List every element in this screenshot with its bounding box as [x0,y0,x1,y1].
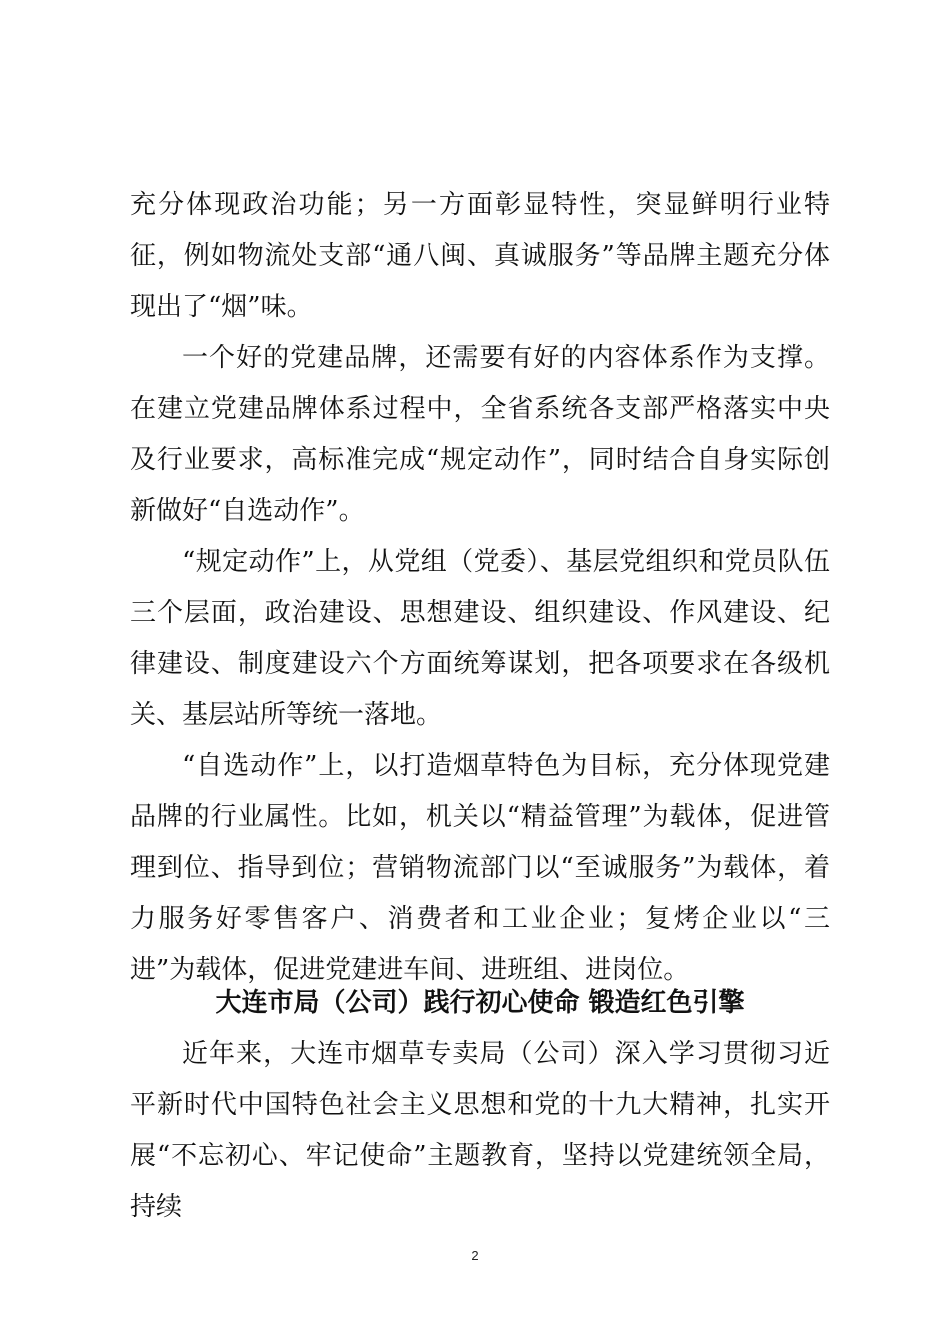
page-number: 2 [471,1248,479,1263]
paragraph-brand-content: 一个好的党建品牌，还需要有好的内容体系作为支撑。在建立党建品牌体系过程中，全省系统各支部严格落实中央及行业要求，高标准完成“规定动作”，同时结合自身实际创新做好“自选动作”。 [130,343,830,526]
section-heading: 大连市局（公司）践行初心使命 锻造红色引擎 [215,988,745,1018]
paragraph-dalian-intro: 近年来，大连市烟草专卖局（公司）深入学习贯彻习近平新时代中国特色社会主义思想和党的十九大精神，扎实开展“不忘初心、牢记使命”主题教育，坚持以党建统领全局，持续 [130,1039,830,1222]
paragraph-required-actions: “规定动作”上，从党组（党委）、基层党组织和党员队伍三个层面，政治建设、思想建设、组织建设、作风建设、纪律建设、制度建设六个方面统筹谋划，把各项要求在各级机关、基层站所等统一落地。 [130,547,830,730]
body-text-top [130,180,830,996]
body-text-bottom [130,1029,830,1233]
paragraph-continuation: 充分体现政治功能；另一方面彰显特性，突显鲜明行业特征，例如物流处支部“通八闽、真诚服务”等品牌主题充分体现出了“烟”味。 [130,190,830,322]
paragraph-optional-actions: “自选动作”上，以打造烟草特色为目标，充分体现党建品牌的行业属性。比如，机关以“精益管理”为载体，促进管理到位、指导到位；营销物流部门以“至诚服务”为载体，着力服务好零售客户、消费者和工业企业；复烤企业以“三进”为载体，促进党建进车间、进班组、进岗位。 [130,751,830,985]
